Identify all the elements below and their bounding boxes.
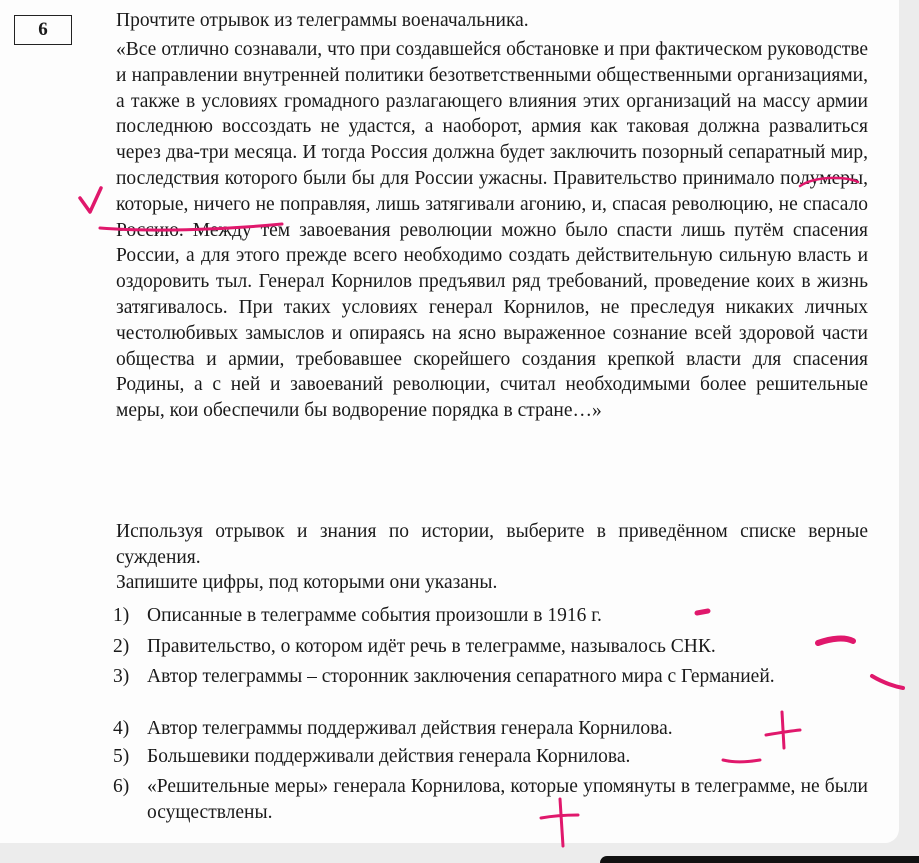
option-number: 1) [113, 605, 130, 626]
option-1 [113, 603, 868, 629]
option-6 [113, 774, 868, 825]
option-text: Автор телеграммы – сторонник заключения сепаратного мира с Германией. [147, 666, 775, 687]
telegram-excerpt: «Все отлично сознавали, что при создавшейся обстановке и при фактическом руководстве и направлении внутренней политики безответственными общественными организациями, а также в условиях громадного разлагающего влияния этих организаций на массу армии последнюю воссоздать не удастся, а наоборот, армия как таковая должна развалиться через два-три месяца. И тогда Россия должна будет заключить позорный сепаратный мир, последствия которого были бы для России ужасны. Правительство принимало полумеры, которые, ничего не поправляя, лишь затягивали агонию, и, спасая революцию, не спасало Россию. Между тем завоевания революции можно было спасти лишь путём спасения России, а для этого прежде всего необходимо создать действительную сильную власть и оздоровить тыл. Генерал Корнилов предъявил ряд требований, проведение коих в жизнь затягивалось. При таких условиях генерал Корнилов, не преследуя никаких личных честолюбивых замыслов и опираясь на ясно выраженное сознание всей здоровой части общества и армии, требовавшее скорейшего создания крепкой власти для спасения Родины, а с ней и завоеваний революции, считал необходимыми более решительные меры, кои обеспечили бы водворение порядка в стране…» [116, 39, 868, 422]
option-5 [113, 744, 868, 770]
option-text: «Решительные меры» генерала Корнилова, которые упомянуты в телеграмме, не были осуществлены. [147, 776, 868, 823]
option-number: 2) [113, 636, 130, 657]
option-text: Описанные в телеграмме события произошли в 1916 г. [147, 605, 602, 626]
option-text: Правительство, о котором идёт речь в телеграмме, называлось СНК. [147, 636, 716, 657]
option-number: 6) [113, 776, 130, 797]
instruction-write-digits: Запишите цифры, под которыми они указаны. [116, 572, 498, 593]
option-number: 5) [113, 746, 130, 767]
option-number: 3) [113, 666, 130, 687]
instruction-text: Используя отрывок и знания по истории, выберите в приведённом списке верные суждения. [116, 521, 868, 568]
task-number-box [14, 15, 72, 45]
option-text: Большевики поддерживали действия генерала Корнилова. [147, 746, 631, 767]
task-intro: Прочтите отрывок из телеграммы военачальника. [116, 10, 529, 31]
option-2 [113, 634, 868, 660]
task-number: 6 [38, 19, 48, 40]
option-number: 4) [113, 718, 130, 739]
screen-corner-bar [600, 856, 919, 863]
option-3 [113, 664, 868, 690]
option-text: Автор телеграммы поддерживал действия генерала Корнилова. [147, 718, 673, 739]
option-4 [113, 716, 868, 742]
